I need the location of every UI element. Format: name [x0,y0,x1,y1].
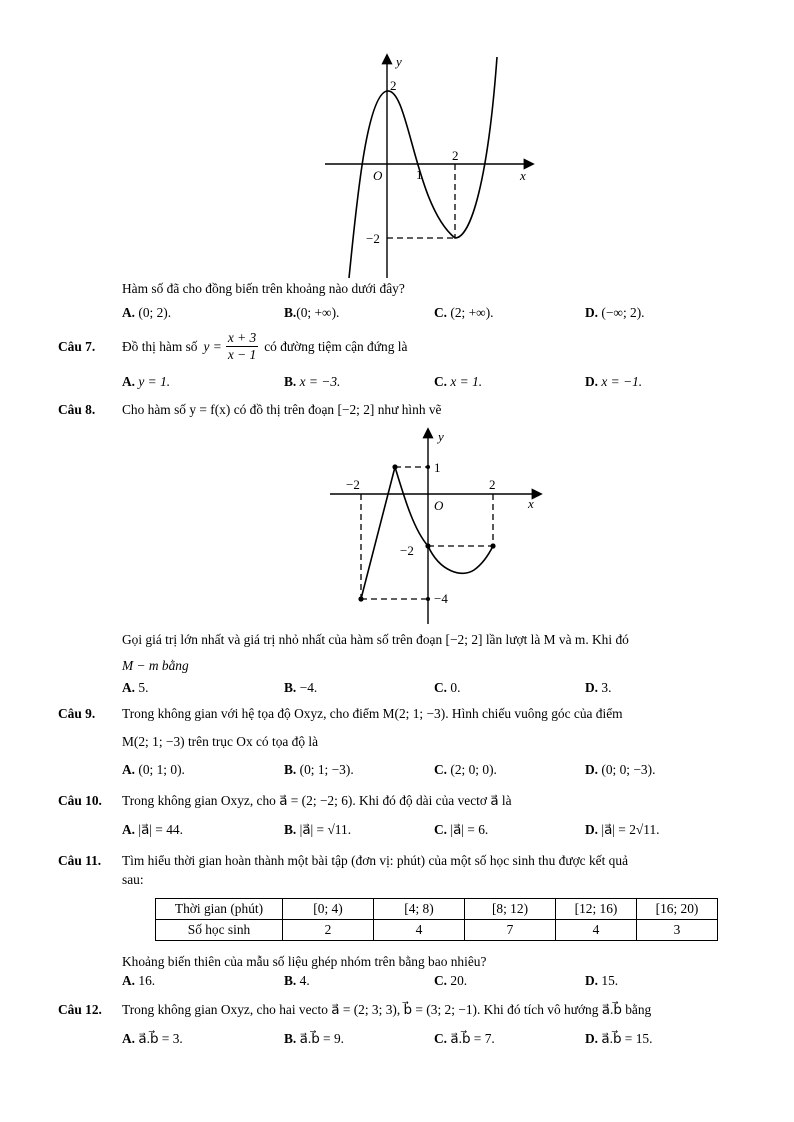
q8-text-line2: M − m bằng [122,658,189,673]
q9-number: Câu 9. [58,706,96,721]
table-cell: [12; 16) [556,899,637,920]
q12-number: Câu 12. [58,1002,102,1017]
q8-option-d[interactable]: D. 3. [585,680,612,695]
q7-denominator: x − 1 [227,347,257,362]
q7-stem [122,330,407,363]
tick-label-neg2-y: −2 [366,231,380,246]
table-cell: [0; 4) [283,899,374,920]
table-cell: 4 [556,920,637,941]
q11-option-d[interactable]: D. 15. [585,973,619,988]
q7-formula-lhs: y = [203,338,222,354]
q9-option-c[interactable]: C. (2; 0; 0). [434,762,497,777]
table-cell: 4 [374,920,465,941]
x-axis-label-2: x [528,496,534,511]
table-cell: 3 [637,920,718,941]
table-cell: [8; 12) [465,899,556,920]
q12-option-d[interactable]: D. a⃗.b⃗ = 15. [585,1031,653,1046]
tick-label-neg2-y-q8: −2 [400,543,414,558]
q10-number: Câu 10. [58,793,102,808]
q6-option-b[interactable]: B.(0; +∞). [284,305,340,320]
table-row [156,899,718,920]
q9-option-d[interactable]: D. (0; 0; −3). [585,762,656,777]
q7-option-c[interactable]: C. x = 1. [434,374,483,389]
tick-label-1: 1 [416,167,423,182]
table-row [156,920,718,941]
q12-option-b[interactable]: B. a⃗.b⃗ = 9. [284,1031,344,1046]
point-end [490,543,495,548]
q10-option-b[interactable]: B. |a⃗| = √11. [284,822,352,837]
q7-option-d[interactable]: D. x = −1. [585,374,643,389]
q9-line1: Trong không gian với hệ tọa độ Oxyz, cho điểm M(2; 1; −3). Hình chiếu vuông góc của điểm [122,706,623,721]
q6-option-d[interactable]: D. (−∞; 2). [585,305,645,320]
q8-option-a[interactable]: A. 5. [122,680,149,695]
q6-option-a[interactable]: A. (0; 2). [122,305,172,320]
q12-stem: Trong không gian Oxyz, cho hai vecto a⃗ = (2; 3; 3), b⃗ = (3; 2; −1). Khi đó tích vô hướng a⃗.b⃗ bằng [122,1002,652,1017]
q10-stem: Trong không gian Oxyz, cho a⃗ = (2; −2; 6). Khi đó độ dài của vectơ a⃗ là [122,793,512,808]
tick-label-2-x-q8: 2 [489,477,496,492]
tick-label-2-y: 2 [390,78,397,93]
table-cell: 7 [465,920,556,941]
q8-option-c[interactable]: C. 0. [434,680,461,695]
q9-option-b[interactable]: B. (0; 1; −3). [284,762,354,777]
q7-number: Câu 7. [58,339,96,354]
q7-option-a[interactable]: A. y = 1. [122,374,171,389]
q8-text-line1: Gọi giá trị lớn nhất và giá trị nhỏ nhất của hàm số trên đoạn [−2; 2] lần lượt là M và m. Khi đó [122,632,629,647]
q7-stem-before: Đồ thị hàm số [122,338,198,354]
function-curve [361,467,493,599]
q8-number: Câu 8. [58,402,96,417]
point-start [358,596,363,601]
origin-label-2: O [434,498,444,513]
x-axis-label: x [520,168,526,183]
piecewise-function-graph [325,426,545,626]
q6-option-c[interactable]: C. (2; +∞). [434,305,494,320]
q11-option-b[interactable]: B. 4. [284,973,310,988]
tick-label-1-y: 1 [434,460,441,475]
point-peak [392,464,397,469]
q7-numerator: x + 3 [227,330,257,345]
tick-label-neg2-x: −2 [346,477,360,492]
q12-option-a[interactable]: A. a⃗.b⃗ = 3. [122,1031,183,1046]
q9-line2: M(2; 1; −3) trên trục Ox có tọa độ là [122,734,319,749]
frequency-table [155,898,718,941]
tick-dot-1 [426,465,430,469]
table-header-cell: Thời gian (phút) [156,899,283,920]
q9-option-a[interactable]: A. (0; 1; 0). [122,762,185,777]
table-header-cell: Số học sinh [156,920,283,941]
cubic-function-graph [318,52,538,280]
q11-number: Câu 11. [58,853,102,868]
tick-dot-neg4 [426,597,430,601]
q8-stem: Cho hàm số y = f(x) có đồ thị trên đoạn [−2; 2] như hình vẽ [122,402,442,417]
q7-fraction [226,330,258,363]
q10-option-d[interactable]: D. |a⃗| = 2√11. [585,822,660,837]
point-y-intercept [425,543,430,548]
q7-option-b[interactable]: B. x = −3. [284,374,341,389]
q11-line2: sau: [122,872,144,887]
table-cell: [4; 8) [374,899,465,920]
q8-option-b[interactable]: B. −4. [284,680,318,695]
q11-question: Khoảng biến thiên của mẫu số liệu ghép nhóm trên bằng bao nhiêu? [122,954,487,969]
q11-line1: Tìm hiểu thời gian hoàn thành một bài tập (đơn vị: phút) của một số học sinh thu được kết quả [122,853,629,868]
q7-stem-after: có đường tiệm cận đứng là [264,338,408,354]
q10-option-c[interactable]: C. |a⃗| = 6. [434,822,489,837]
q6-stem: Hàm số đã cho đồng biến trên khoảng nào dưới đây? [122,281,405,296]
q11-option-a[interactable]: A. 16. [122,973,156,988]
q12-option-c[interactable]: C. a⃗.b⃗ = 7. [434,1031,495,1046]
q10-option-a[interactable]: A. |a⃗| = 44. [122,822,183,837]
tick-label-neg4: −4 [434,591,448,606]
table-cell: 2 [283,920,374,941]
origin-label: O [373,168,383,183]
y-axis-label-2: y [438,429,444,444]
q11-option-c[interactable]: C. 20. [434,973,468,988]
table-cell: [16; 20) [637,899,718,920]
y-axis-label: y [396,54,402,69]
tick-label-2-x: 2 [452,148,459,163]
